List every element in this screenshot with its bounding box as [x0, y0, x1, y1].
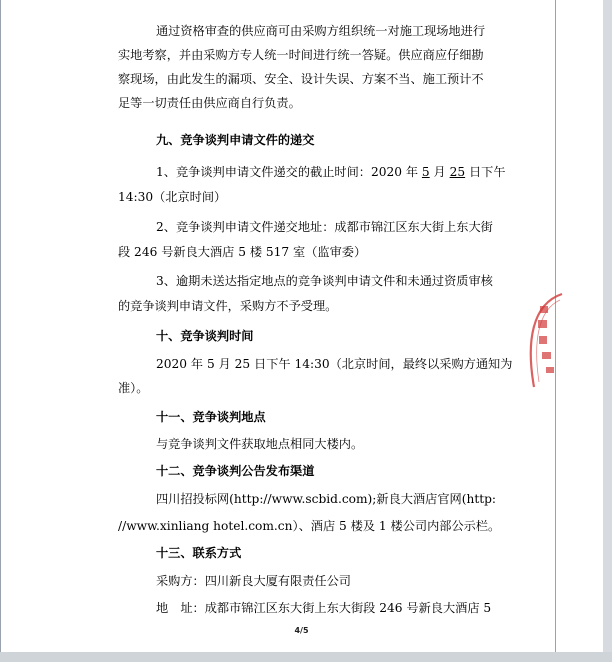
text-line: 地 址：成都市锦江区东大街上东大街段 246 号新良大酒店 5	[156, 601, 492, 615]
text-line: 四川招投标网(http://www.scbid.com);新良大酒店官网(http:	[156, 492, 497, 506]
text-line: 通过资格审查的供应商可由采购方组织统一对施工现场地进行	[156, 24, 486, 38]
section-heading: 十一、竞争谈判地点	[156, 410, 266, 424]
text-line: 准）。	[118, 381, 149, 395]
section-heading: 十三、联系方式	[156, 546, 242, 560]
text-line: 段 246 号新良大酒店 5 楼 517 室（监审委）	[118, 245, 367, 259]
text-line	[156, 160, 506, 184]
text-line: 14:30（北京时间）	[118, 190, 227, 204]
page-number: 4/5	[294, 626, 309, 635]
text-line: 2020 年 5 月 25 日下午 14:30（北京时间，最终以采购方通知为	[156, 357, 513, 371]
deadline-month: 5	[421, 165, 430, 179]
section-heading: 九、竞争谈判申请文件的递交	[156, 133, 315, 147]
page-left-border	[0, 0, 1, 652]
text-line: 2、竞争谈判申请文件递交地址：成都市锦江区东大街上东大街	[156, 220, 493, 234]
text-line: 3、逾期未送达指定地点的竞争谈判申请文件和未通过资质审核	[156, 274, 493, 288]
text-line: 察现场，由此发生的漏项、安全、设计失误、方案不当、施工预计不	[118, 72, 484, 86]
section-heading: 十二、竞争谈判公告发布渠道	[156, 464, 315, 478]
section-heading: 十、竞争谈判时间	[156, 329, 254, 343]
text-line: 实地考察，并由采购方专人统一时间进行统一答疑。供应商应仔细勘	[118, 48, 484, 62]
text-line: 采购方：四川新良大厦有限责任公司	[156, 574, 351, 588]
text-span: 日下午	[465, 165, 506, 179]
text-line: 的竞争谈判申请文件，采购方不予受理。	[118, 299, 338, 313]
viewer-bottom-edge	[0, 652, 612, 662]
text-span: 1、竞争谈判申请文件递交的截止时间：2020 年	[156, 165, 422, 179]
seal-stamp	[524, 292, 564, 397]
text-line: 与竞争谈判文件获取地点相同大楼内。	[156, 437, 364, 451]
text-span: 月	[429, 165, 450, 179]
deadline-day: 25	[449, 165, 466, 179]
viewer-right-edge	[603, 0, 612, 662]
text-line: //www.xinliang hotel.com.cn）、酒店 5 楼及 1 楼公司内部公示栏。	[118, 519, 501, 533]
text-line: 足等一切责任由供应商自行负责。	[118, 96, 301, 110]
